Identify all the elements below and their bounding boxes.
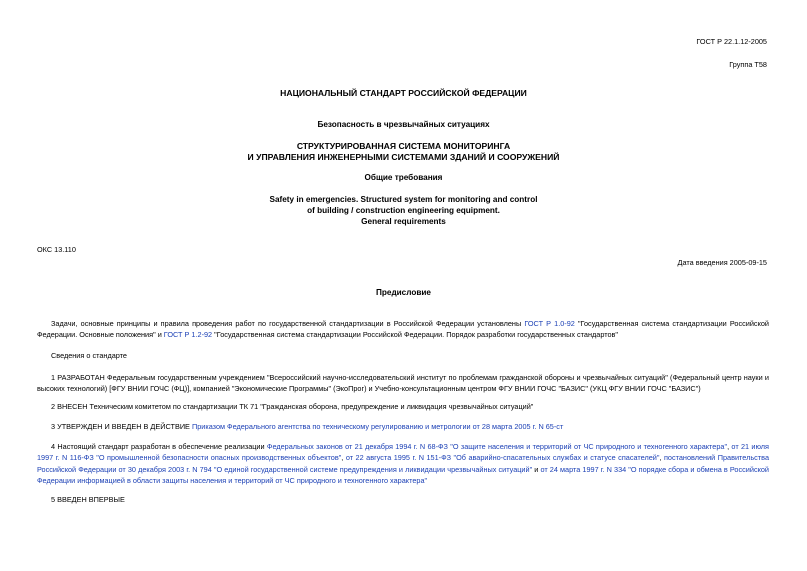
law-116-fz-link[interactable]: от 21 июля 1997 г. N 116-ФЗ "О промышленной безопасности опасных производственных объектов" [37, 442, 770, 463]
foreword-paragraph-2 [37, 372, 769, 395]
p2-text: 1 РАЗРАБОТАН Федеральным государственным учреждением "Всероссийский научно-исследовательский институт по проблемам гражданской обороны и чрезвычайных ситуаций" (Федеральный центр науки и высоких технологий) [ФГУ ВНИИ ГОЧС (ФЦ)], компанией "Экономические Программы" (ЭкоПрог) и Учебно-консультационным центром ФГУ ВНИИ ГОЧС "БАЗИС" (УКЦ ФГУ ВНИИ ГОЧС "БАЗИС") [37, 373, 769, 394]
resolution-334-link[interactable]: от 24 марта 1997 г. N 334 "О порядке сбора и обмена в Российской Федерации информацией в области защиты населения и территорий от ЧС природного и техногенного характера" [37, 464, 769, 486]
gost-1-2-92-link[interactable]: ГОСТ Р 1.2-92 [163, 330, 213, 340]
p5-text-b: , [727, 442, 732, 451]
english-title-line-3: General requirements [361, 217, 446, 226]
p5-text-a: 4 Настоящий стандарт разработан в обеспечение реализации [51, 442, 267, 451]
foreword-heading: Предисловие [376, 288, 431, 297]
main-title-line-2: И УПРАВЛЕНИЯ ИНЖЕНЕРНЫМИ СИСТЕМАМИ ЗДАНИЙ И СООРУЖЕНИЙ [247, 152, 560, 162]
p1-text-b: "Государственная система стандартизации Российской Федерации. Основные положения" и [37, 319, 769, 340]
general-requirements-title: Общие требования [364, 173, 443, 182]
doc-id: ГОСТ Р 22.1.12-2005 [696, 37, 767, 46]
foreword-paragraph-6: 5 ВВЕДЕН ВПЕРВЫЕ [51, 495, 125, 504]
subject-title: Безопасность в чрезвычайных ситуациях [317, 120, 490, 129]
introduction-date: Дата введения 2005-09-15 [677, 258, 767, 267]
resolution-794-link[interactable]: постановлений Правительства Российской Федерации от 30 декабря 2003 г. N 794 "О единой государственной системе предупреждения и ликвидации чрезвычайных ситуаций" [37, 453, 769, 474]
p5-text-e: и [532, 464, 541, 474]
foreword-paragraph-1 [37, 318, 769, 341]
doc-group: Группа Т58 [729, 60, 767, 69]
foreword-paragraph-3: 2 ВНЕСЕН Техническим комитетом по стандартизации ТК 71 "Гражданская оборона, предупреждение и ликвидация чрезвычайных ситуаций" [51, 402, 534, 411]
law-151-fz-link[interactable]: от 22 августа 1995 г. N 151-ФЗ "Об аварийно-спасательных службах и статусе спасателей" [345, 453, 660, 463]
english-title-line-1: Safety in emergencies. Structured system for monitoring and control [269, 195, 538, 204]
main-title-line-1: СТРУКТУРИРОВАННАЯ СИСТЕМА МОНИТОРИНГА [296, 141, 511, 151]
p5-text-c: , [341, 453, 346, 463]
p1-text-a: Задачи, основные принципы и правила проведения работ по государственной стандартизации в Российской Федерации установлены [51, 319, 525, 328]
english-title-line-2: of building / construction engineering equipment. [307, 206, 500, 215]
law-68-fz-link[interactable]: Федеральных законов от 21 декабря 1994 г. N 68-ФЗ "О защите населения и территорий от ЧС природного и техногенного характера" [266, 442, 728, 451]
foreword-paragraph-5 [37, 441, 769, 487]
p1-text-c: "Государственная система стандартизации Российской Федерации. Порядок разработки государственных стандартов" [212, 330, 618, 340]
standard-info-label: Сведения о стандарте [51, 351, 127, 360]
foreword-paragraph-4 [51, 422, 563, 431]
gost-1-0-92-link[interactable]: ГОСТ Р 1.0-92 [524, 319, 575, 328]
oks-code: ОКС 13.110 [37, 245, 76, 254]
p5-text-d: , [659, 453, 664, 463]
national-standard-title: НАЦИОНАЛЬНЫЙ СТАНДАРТ РОССИЙСКОЙ ФЕДЕРАЦИИ [280, 88, 527, 98]
p4-text-a: 3 УТВЕРЖДЕН И ВВЕДЕН В ДЕЙСТВИЕ [51, 422, 192, 431]
order-65-st-link[interactable]: Приказом Федерального агентства по техническому регулированию и метрологии от 28 марта 2005 г. N 65-ст [191, 422, 564, 431]
